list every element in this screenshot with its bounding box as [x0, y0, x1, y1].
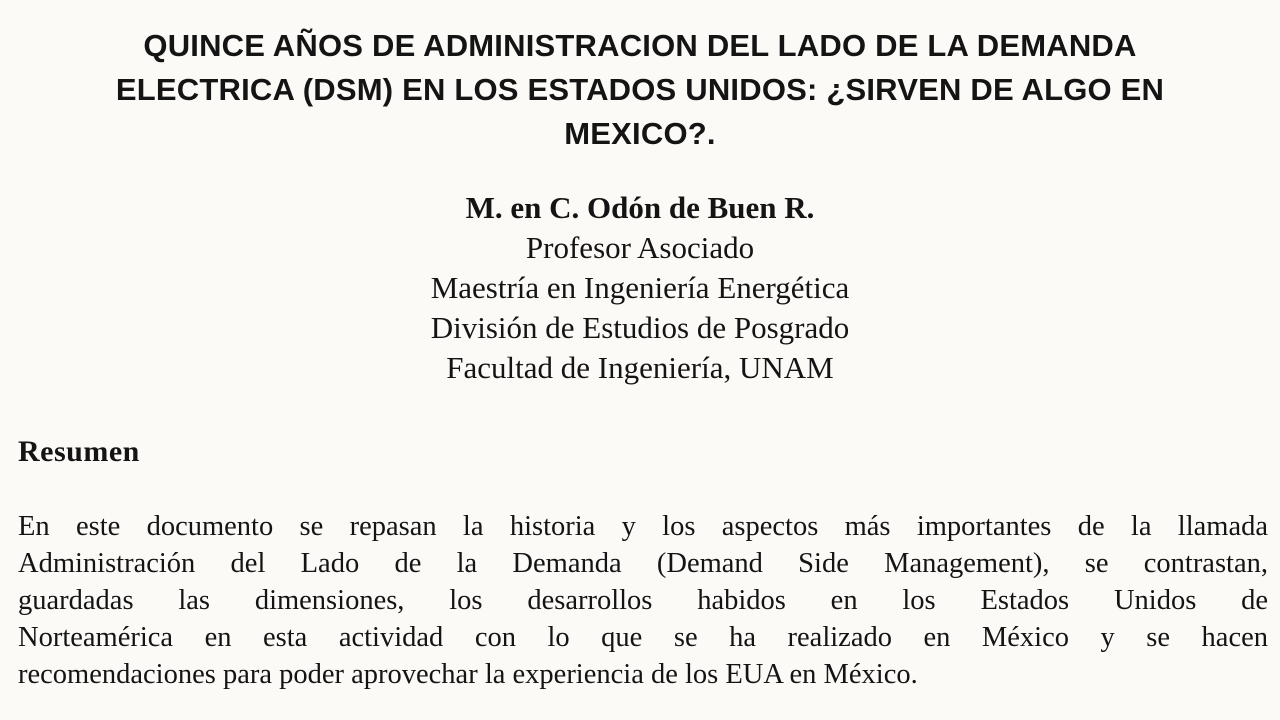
document-title: [40, 24, 1240, 156]
author-institution: Facultad de Ingeniería, UNAM: [446, 350, 834, 385]
author-program: Maestría en Ingeniería Energética: [430, 270, 850, 305]
abstract-line: Norteamérica en esta actividad con lo que se ha realizado en México y se hacen: [18, 622, 1268, 653]
author-position: Profesor Asociado: [525, 230, 755, 265]
title-line: ELECTRICA (DSM) EN LOS ESTADOS UNIDOS: ¿SIRVEN DE ALGO EN: [115, 72, 1165, 107]
abstract-line: recomendaciones para poder aprovechar la experiencia de los EUA en México.: [18, 659, 918, 690]
abstract-paragraph: [18, 508, 1268, 693]
abstract-line: Administración del Lado de la Demanda (Demand Side Management), se contrastan,: [18, 548, 1268, 579]
title-line: QUINCE AÑOS DE ADMINISTRACION DEL LADO DE LA DEMANDA: [143, 28, 1137, 63]
author-division: División de Estudios de Posgrado: [430, 310, 850, 345]
abstract-line: En este documento se repasan la historia y los aspectos más importantes de la llamada: [18, 511, 1268, 542]
author-block: [240, 188, 1040, 388]
abstract-line: guardadas las dimensiones, los desarrollos habidos en los Estados Unidos de: [18, 585, 1268, 616]
author-name: M. en C. Odón de Buen R.: [465, 190, 815, 225]
abstract-heading: Resumen: [18, 435, 140, 468]
title-line: MEXICO?.: [564, 116, 716, 151]
